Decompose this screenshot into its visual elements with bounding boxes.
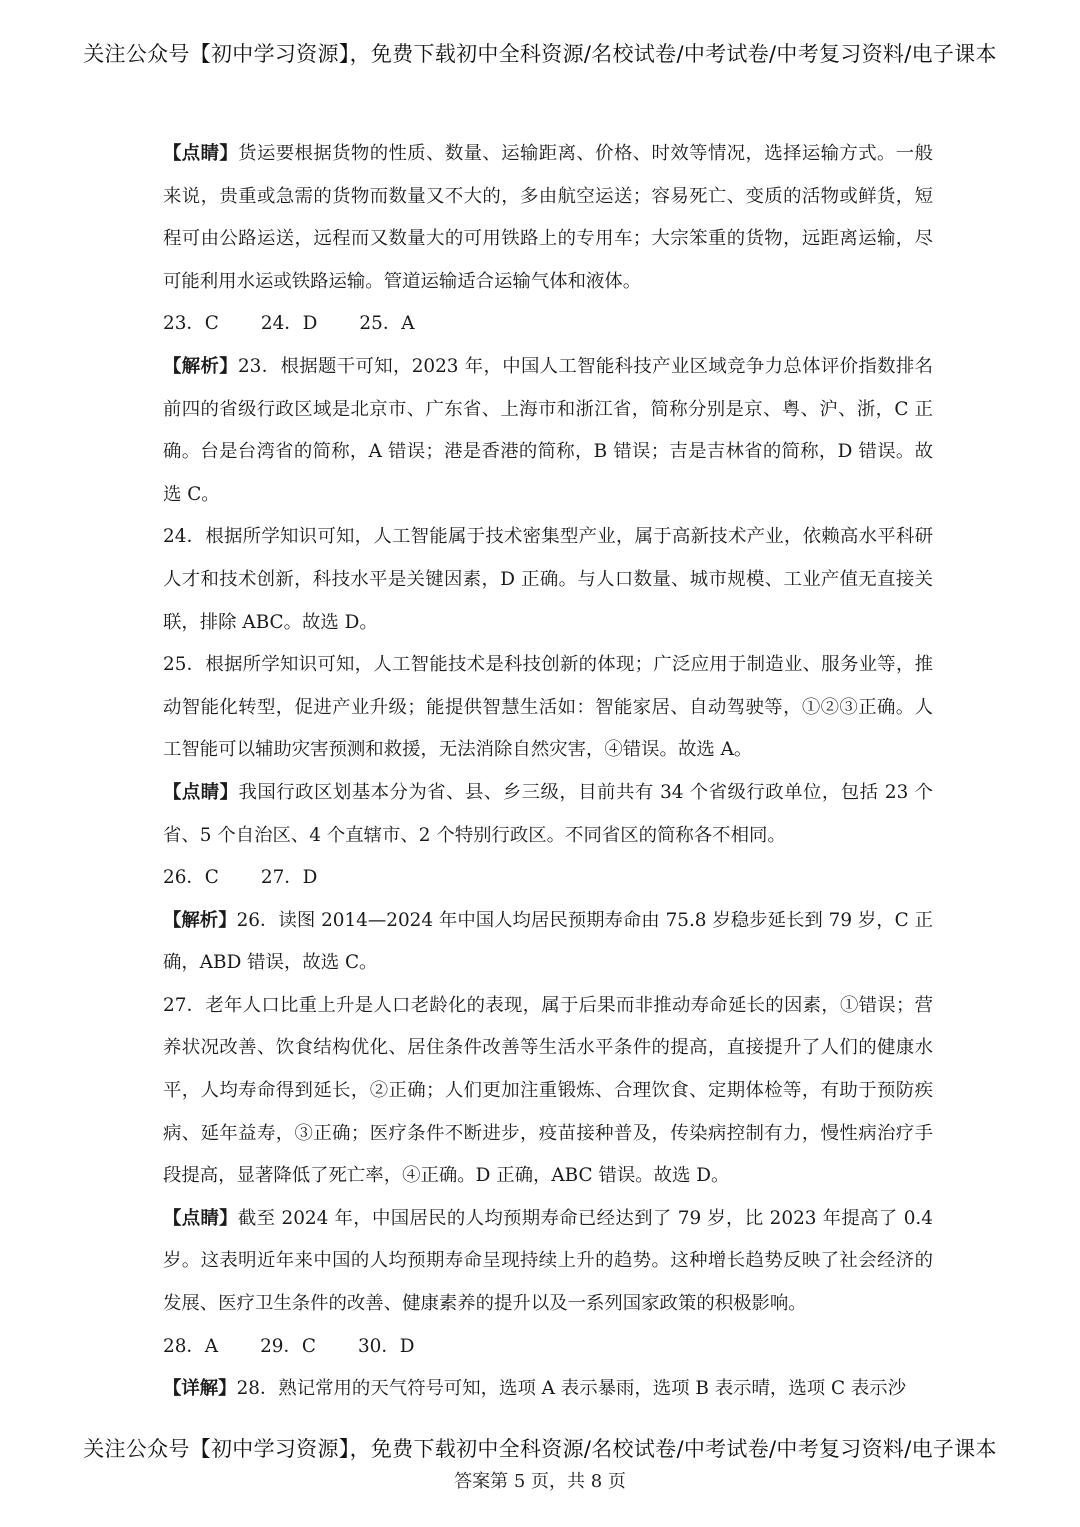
jiexi-text: 26．读图 2014—2024 年中国人均居民预期寿命由 75.8 岁稳步延长到 79 岁，C 正确，ABD 错误，故选 C。 (163, 909, 933, 974)
answer-26: 26．C (163, 867, 219, 889)
dianjing-paragraph-1 (163, 133, 933, 303)
dianjing-tag: 【点睛】 (163, 781, 239, 803)
answer-line-23-25 (163, 303, 933, 346)
xiangjie-paragraph-28 (163, 1368, 933, 1411)
answer-23: 23．C (163, 313, 219, 335)
jiexi-paragraph-23 (163, 346, 933, 516)
answer-line-26-27 (163, 857, 933, 900)
dianjing-text: 货运要根据货物的性质、数量、运输距离、价格、时效等情况，选择运输方式。一般来说，贵重或急需的货物而数量又不大的，多由航空运送；容易死亡、变质的活物或鲜货，短程可由公路运送，远程而又数量大的可用铁路上的专用车；大宗笨重的货物，远距离运输，尽可能利用水运或铁路运输。管道运输适合运输气体和液体。 (163, 143, 933, 292)
bottom-banner: 关注公众号【初中学习资源】，免费下载初中全科资源/名校试卷/中考试卷/中考复习资料/电子课本 (83, 1437, 997, 1461)
answer-24: 24．D (260, 313, 318, 335)
xiangjie-tag: 【详解】 (163, 1378, 237, 1400)
paragraph-24: 24．根据所学知识可知，人工智能属于技术密集型产业，属于高新技术产业，依赖高水平科研人才和技术创新，科技水平是关键因素，D 正确。与人口数量、城市规模、工业产值无直接关联，排除 ABC。故选 D。 (163, 526, 933, 633)
answer-29: 29．C (260, 1335, 316, 1357)
answer-25: 25．A (359, 313, 415, 335)
jiexi-paragraph-26 (163, 900, 933, 985)
jiexi-tag: 【解析】 (163, 909, 237, 931)
answer-content (163, 133, 933, 1411)
dianjing-tag: 【点睛】 (163, 1207, 238, 1229)
page-number: 答案第 5 页，共 8 页 (454, 1471, 626, 1492)
dianjing-paragraph-3 (163, 1198, 933, 1326)
top-banner: 关注公众号【初中学习资源】，免费下载初中全科资源/名校试卷/中考试卷/中考复习资料/电子课本 (83, 42, 997, 66)
paragraph-27: 27．老年人口比重上升是人口老龄化的表现，属于后果而非推动寿命延长的因素，①错误；营养状况改善、饮食结构优化、居住条件改善等生活水平条件的提高，直接提升了人们的健康水平，人均寿命得到延长，②正确；人们更加注重锻炼、合理饮食、定期体检等，有助于预防疾病、延年益寿，③正确；医疗条件不断进步，疫苗接种普及，传染病控制有力，慢性病治疗手段提高，显著降低了死亡率，④正确。D 正确，ABC 错误。故选 D。 (163, 994, 933, 1187)
paragraph-25: 25．根据所学知识可知，人工智能技术是科技创新的体现；广泛应用于制造业、服务业等，推动智能化转型，促进产业升级；能提供智慧生活如：智能家居、自动驾驶等，①②③正确。人工智能可以辅助灾害预测和救援，无法消除自然灾害，④错误。故选 A。 (163, 654, 933, 761)
answer-30: 30．D (357, 1335, 415, 1357)
dianjing-text: 截至 2024 年，中国居民的人均预期寿命已经达到了 79 岁，比 2023 年提高了 0.4 岁。这表明近年来中国的人均预期寿命呈现持续上升的趋势。这种增长趋势反映了社会经济的发展、医疗卫生条件的改善、健康素养的提升以及一系列国家政策的积极影响。 (163, 1207, 933, 1315)
dianjing-text: 我国行政区划基本分为省、县、乡三级，目前共有 34 个省级行政单位，包括 23 个省、5 个自治区、4 个直辖市、2 个特别行政区。不同省区的简称各不相同。 (163, 781, 933, 846)
answer-line-28-30 (163, 1326, 933, 1369)
answer-28: 28．A (163, 1335, 219, 1357)
answer-27: 27．D (260, 867, 318, 889)
jiexi-tag: 【解析】 (163, 355, 238, 377)
dianjing-tag: 【点睛】 (163, 143, 239, 164)
jiexi-text: 23．根据题干可知，2023 年，中国人工智能科技产业区域竞争力总体评价指数排名前四的省级行政区域是北京市、广东省、上海市和浙江省，简称分别是京、粤、沪、浙，C 正确。台是台湾省的简称，A 错误；港是香港的简称，B 错误；吉是吉林省的简称，D 错误。故选 C。 (163, 355, 933, 505)
xiangjie-text: 28．熟记常用的天气符号可知，选项 A 表示暴雨，选项 B 表示晴，选项 C 表示沙 (236, 1378, 907, 1400)
dianjing-paragraph-2 (163, 772, 933, 857)
